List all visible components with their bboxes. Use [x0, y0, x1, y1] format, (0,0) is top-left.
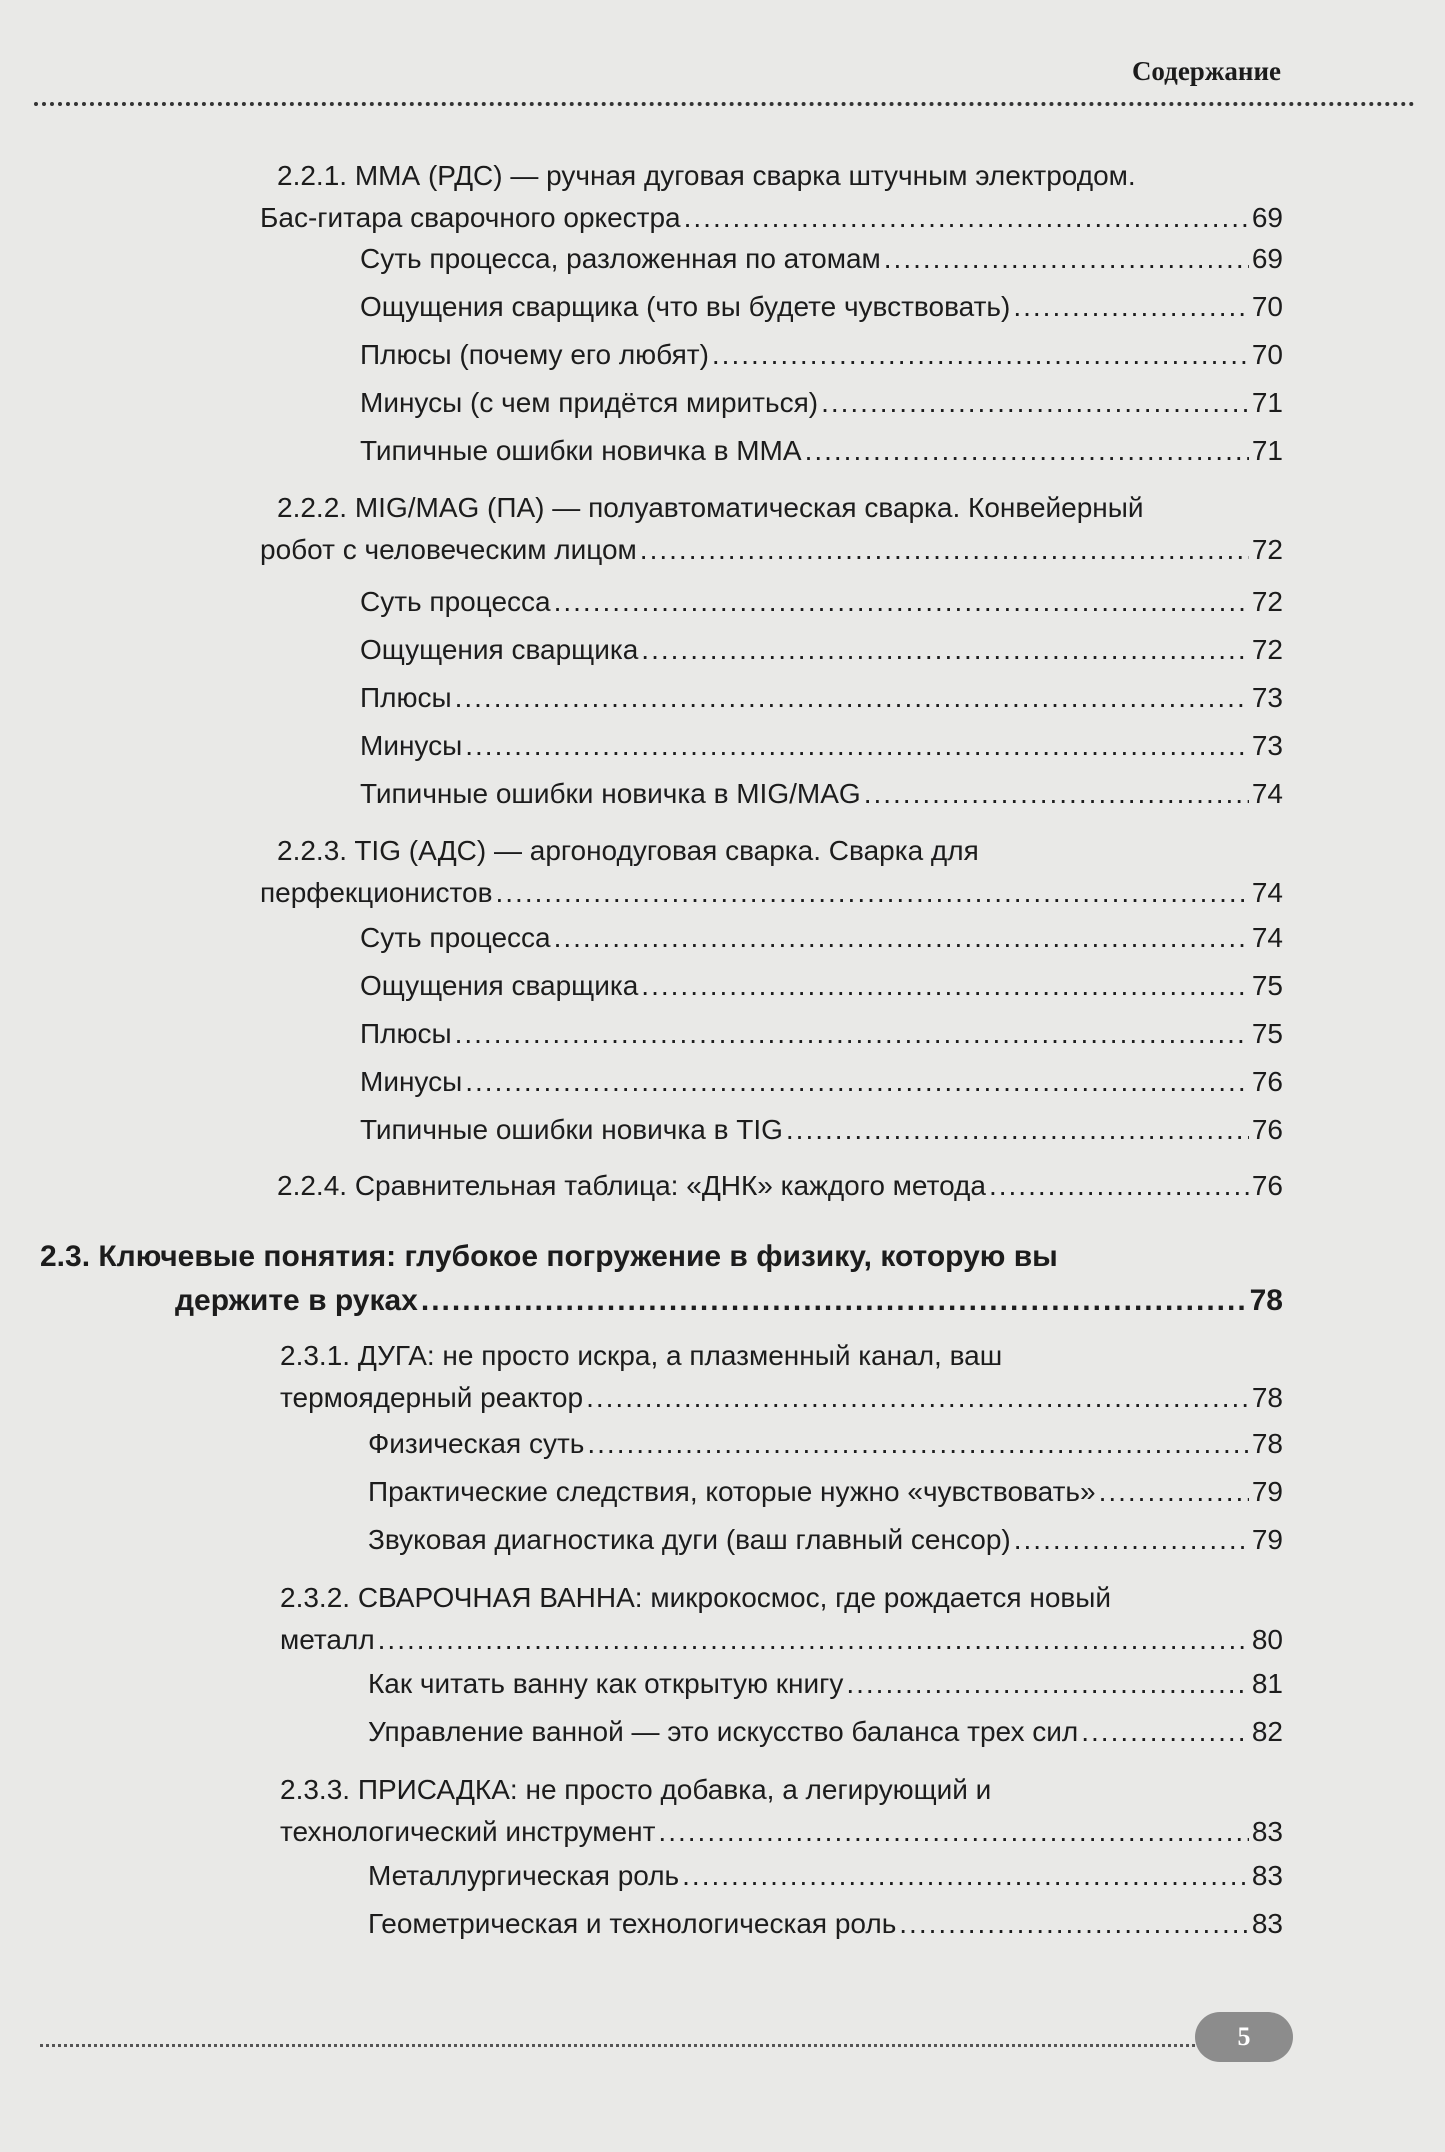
- toc-entry-page: 78: [1251, 1382, 1283, 1413]
- dot-leader: [1013, 291, 1249, 323]
- toc-entry-title: 2.3.1. ДУГА: не просто искра, а плазменный канал, ваш: [280, 1340, 1003, 1371]
- toc-entry-page: 83: [1251, 1908, 1283, 1939]
- toc-entry-title: Металлургическая роль: [368, 1860, 680, 1891]
- dot-leader: [1099, 1476, 1249, 1508]
- dot-leader: [786, 1114, 1249, 1146]
- toc-entry-page: 71: [1251, 387, 1283, 418]
- toc-entry-title: робот с человеческим лицом: [260, 534, 637, 565]
- toc-entry-title: Типичные ошибки новичка в MIG/MAG: [360, 778, 861, 809]
- toc-entry-title: 2.3. Ключевые понятия: глубокое погружение в физику, которую вы: [40, 1240, 1058, 1273]
- dot-leader: [586, 1382, 1249, 1414]
- toc-entry-page: 71: [1251, 435, 1283, 466]
- dot-leader: [846, 1668, 1249, 1700]
- toc-entry-title: Плюсы: [360, 682, 452, 713]
- toc-entry-page: 79: [1251, 1476, 1283, 1507]
- dot-leader: [587, 1428, 1248, 1460]
- running-header: Содержание: [1131, 56, 1281, 86]
- dot-leader: [989, 1170, 1249, 1202]
- toc-entry-page: 81: [1251, 1668, 1283, 1699]
- toc-entry-page: 74: [1251, 922, 1283, 953]
- toc-entry-title: Минусы (с чем придётся мириться): [360, 387, 819, 418]
- toc-entry-page: 74: [1251, 877, 1283, 908]
- toc-entry-page: 79: [1251, 1524, 1283, 1555]
- toc-entry-page: 83: [1251, 1816, 1283, 1847]
- dot-leader: [1081, 1716, 1249, 1748]
- toc-entry-page: 76: [1251, 1066, 1283, 1097]
- toc-entry-page: 73: [1251, 730, 1283, 761]
- toc-entry-title: 2.2.1. ММА (РДС) — ручная дуговая сварка штучным электродом.: [277, 160, 1136, 191]
- dot-leader: [495, 877, 1248, 909]
- toc-entry-page: 70: [1251, 339, 1283, 370]
- toc-entry-title: Типичные ошибки новичка в TIG: [360, 1114, 783, 1145]
- toc-entry-title: 2.2.3. TIG (АДС) — аргонодуговая сварка. Сварка для: [277, 835, 979, 866]
- toc-entry-page: 80: [1251, 1624, 1283, 1655]
- dot-leader: [864, 778, 1249, 810]
- dot-leader: [455, 1018, 1249, 1050]
- toc-entry-title: 2.2.4. Сравнительная таблица: «ДНК» каждого метода: [277, 1170, 986, 1201]
- toc-entry-title: Плюсы (почему его любят): [360, 339, 709, 370]
- toc-entry-title: держите в руках: [175, 1284, 418, 1317]
- dot-leader: [658, 1816, 1248, 1848]
- toc-entry-page: 75: [1251, 970, 1283, 1001]
- toc-entry-title: Как читать ванну как открытую книгу: [368, 1668, 844, 1699]
- toc-entry-title: термоядерный реактор: [280, 1382, 584, 1413]
- dot-leader: [682, 1860, 1249, 1892]
- dot-leader: [554, 586, 1249, 618]
- toc-entry-title: Бас-гитара сварочного оркестра: [260, 202, 681, 233]
- toc-entry-page: 69: [1251, 202, 1283, 233]
- toc-entry-title: Ощущения сварщика (что вы будете чувствовать): [360, 291, 1011, 322]
- toc-entry-title: Типичные ошибки новичка в ММА: [360, 435, 802, 466]
- dot-leader: [805, 435, 1249, 467]
- toc-entry-page: 72: [1251, 586, 1283, 617]
- toc-entry-title: перфекционистов: [260, 877, 493, 908]
- toc-entry-title: Звуковая диагностика дуги (ваш главный сенсор): [368, 1524, 1011, 1555]
- page-number-badge: [1195, 2012, 1293, 2062]
- toc-entry-page: 73: [1251, 682, 1283, 713]
- toc-entry-page: 76: [1251, 1114, 1283, 1145]
- dot-leader: [421, 1284, 1247, 1318]
- toc-entry-title: технологический инструмент: [280, 1816, 656, 1847]
- dot-leader: [554, 922, 1249, 954]
- toc-entry-title: Физическая суть: [368, 1428, 585, 1459]
- dot-leader: [641, 970, 1249, 1002]
- dot-leader: [455, 682, 1249, 714]
- toc-entry-page: 72: [1251, 534, 1283, 565]
- toc-entry-page: 76: [1251, 1170, 1283, 1201]
- dot-leader: [821, 387, 1249, 419]
- toc-entry-title: металл: [280, 1624, 375, 1655]
- toc-entry-title: Суть процесса: [360, 586, 551, 617]
- dot-leader: [899, 1908, 1249, 1940]
- page-number: 5: [1237, 2022, 1251, 2051]
- toc-entry-title: Плюсы: [360, 1018, 452, 1049]
- toc-entry-page: 83: [1251, 1860, 1283, 1891]
- dot-leader: [465, 1066, 1249, 1098]
- toc-entry-title: Ощущения сварщика: [360, 970, 639, 1001]
- dot-leader: [641, 634, 1249, 666]
- toc-entry-page: 70: [1251, 291, 1283, 322]
- toc-entry-title: 2.2.2. MIG/MAG (ПА) — полуавтоматическая сварка. Конвейерный: [277, 492, 1144, 523]
- dot-leader: [640, 534, 1249, 566]
- toc-entry-page: 72: [1251, 634, 1283, 665]
- dot-leader: [884, 243, 1249, 275]
- toc-entry-title: Суть процесса, разложенная по атомам: [360, 243, 881, 274]
- dot-leader: [465, 730, 1249, 762]
- footer-divider: [40, 2044, 1195, 2047]
- dot-leader: [684, 202, 1249, 234]
- dot-leader: [712, 339, 1249, 371]
- toc-entry-title: Ощущения сварщика: [360, 634, 639, 665]
- dot-leader: [378, 1624, 1249, 1656]
- toc-entry-title: Практические следствия, которые нужно «чувствовать»: [368, 1476, 1096, 1507]
- toc-entry-page: 74: [1251, 778, 1283, 809]
- toc-entry-page: 75: [1251, 1018, 1283, 1049]
- toc-entry-title: Управление ванной — это искусство баланса трех сил: [368, 1716, 1079, 1747]
- toc-entry-title: Суть процесса: [360, 922, 551, 953]
- dot-leader: [1014, 1524, 1249, 1556]
- toc-entry-page: 78: [1249, 1284, 1283, 1317]
- toc-entry-title: Минусы: [360, 730, 463, 761]
- toc-entry-title: Геометрическая и технологическая роль: [368, 1908, 897, 1939]
- toc-entry-page: 82: [1251, 1716, 1283, 1747]
- toc-entry-title: 2.3.2. СВАРОЧНАЯ ВАННА: микрокосмос, где рождается новый: [280, 1582, 1112, 1613]
- toc-entry-page: 69: [1251, 243, 1283, 274]
- toc-entry-page: 78: [1251, 1428, 1283, 1459]
- toc-entry-title: 2.3.3. ПРИСАДКА: не просто добавка, а легирующий и: [280, 1774, 992, 1805]
- toc-entry-title: Минусы: [360, 1066, 463, 1097]
- header-divider: [34, 102, 1415, 106]
